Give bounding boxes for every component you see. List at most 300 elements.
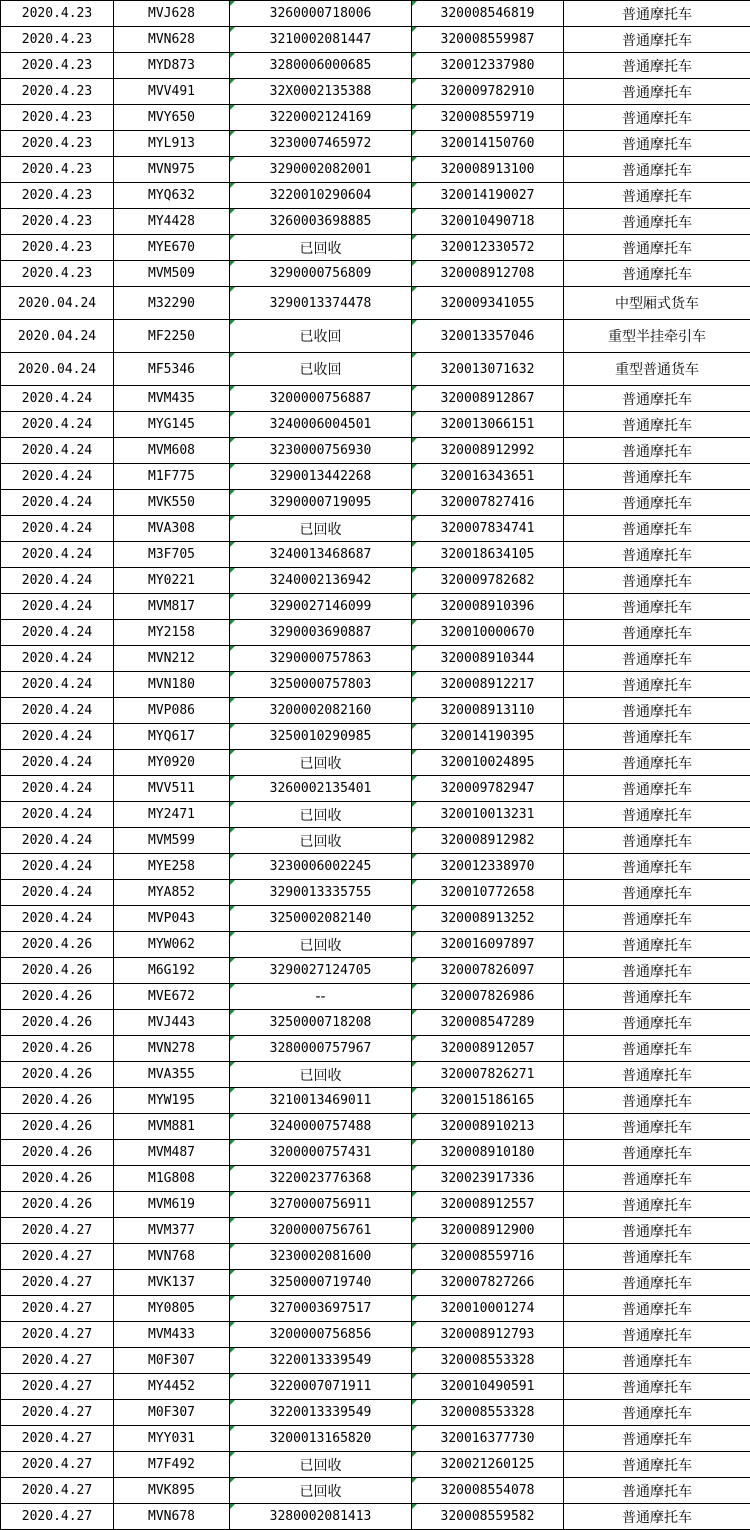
vehicle-type-cell: 普通摩托车 <box>564 1374 750 1400</box>
vehicle-type-cell: 普通摩托车 <box>564 1 750 27</box>
certificate-number-cell: 320009341055 <box>412 287 564 320</box>
certificate-number-cell: 320010000670 <box>412 620 564 646</box>
date-cell: 2020.4.24 <box>1 438 114 464</box>
document-number-cell: 3250002082140 <box>230 906 412 932</box>
document-number-cell: 已回收 <box>230 802 412 828</box>
certificate-number-cell: 320018634105 <box>412 542 564 568</box>
plate-cell: M32290 <box>114 287 230 320</box>
certificate-number-cell: 320009782947 <box>412 776 564 802</box>
vehicle-type-cell: 普通摩托车 <box>564 1140 750 1166</box>
vehicle-type-cell: 普通摩托车 <box>564 984 750 1010</box>
date-cell: 2020.4.26 <box>1 1088 114 1114</box>
date-cell: 2020.04.24 <box>1 287 114 320</box>
table-row <box>1 1088 750 1114</box>
plate-cell: MY0805 <box>114 1296 230 1322</box>
plate-cell: M7F492 <box>114 1452 230 1478</box>
vehicle-type-cell: 普通摩托车 <box>564 464 750 490</box>
vehicle-type-cell: 普通摩托车 <box>564 490 750 516</box>
certificate-number-cell: 320007826986 <box>412 984 564 1010</box>
certificate-number-cell: 320008910344 <box>412 646 564 672</box>
table-row <box>1 464 750 490</box>
table-row <box>1 724 750 750</box>
certificate-number-cell: 320008910396 <box>412 594 564 620</box>
certificate-number-cell: 320010024895 <box>412 750 564 776</box>
table-row <box>1 1244 750 1270</box>
date-cell: 2020.4.24 <box>1 542 114 568</box>
plate-cell: MYW062 <box>114 932 230 958</box>
vehicle-type-cell: 普通摩托车 <box>564 516 750 542</box>
table-row <box>1 984 750 1010</box>
certificate-number-cell: 320008547289 <box>412 1010 564 1036</box>
plate-cell: MVM435 <box>114 386 230 412</box>
table-row <box>1 1374 750 1400</box>
date-cell: 2020.4.23 <box>1 105 114 131</box>
vehicle-type-cell: 普通摩托车 <box>564 750 750 776</box>
document-number-cell: 3200000756761 <box>230 1218 412 1244</box>
document-number-cell: 3240013468687 <box>230 542 412 568</box>
document-number-cell: 3290002082001 <box>230 157 412 183</box>
document-number-cell: 已回收 <box>230 932 412 958</box>
document-number-cell: 3290000719095 <box>230 490 412 516</box>
date-cell: 2020.4.27 <box>1 1400 114 1426</box>
plate-cell: MVP043 <box>114 906 230 932</box>
certificate-number-cell: 320010001274 <box>412 1296 564 1322</box>
document-number-cell: 3270000756911 <box>230 1192 412 1218</box>
date-cell: 2020.4.27 <box>1 1478 114 1504</box>
date-cell: 2020.4.26 <box>1 1166 114 1192</box>
plate-cell: MVN278 <box>114 1036 230 1062</box>
vehicle-type-cell: 普通摩托车 <box>564 209 750 235</box>
date-cell: 2020.4.27 <box>1 1504 114 1530</box>
document-number-cell: 3250010290985 <box>230 724 412 750</box>
document-number-cell: 已收回 <box>230 320 412 353</box>
document-number-cell: 3200000757431 <box>230 1140 412 1166</box>
plate-cell: MVE672 <box>114 984 230 1010</box>
plate-cell: MY4428 <box>114 209 230 235</box>
date-cell: 2020.04.24 <box>1 353 114 386</box>
vehicle-type-cell: 中型厢式货车 <box>564 287 750 320</box>
date-cell: 2020.4.26 <box>1 1140 114 1166</box>
date-cell: 2020.4.24 <box>1 490 114 516</box>
document-number-cell: 3290027124705 <box>230 958 412 984</box>
table-row <box>1 386 750 412</box>
date-cell: 2020.4.24 <box>1 750 114 776</box>
table-row <box>1 1400 750 1426</box>
date-cell: 2020.4.23 <box>1 53 114 79</box>
date-cell: 2020.4.24 <box>1 802 114 828</box>
vehicle-type-cell: 普通摩托车 <box>564 131 750 157</box>
date-cell: 2020.4.24 <box>1 516 114 542</box>
certificate-number-cell: 320009782910 <box>412 79 564 105</box>
table-row <box>1 157 750 183</box>
plate-cell: MY2158 <box>114 620 230 646</box>
date-cell: 2020.4.26 <box>1 1036 114 1062</box>
date-cell: 2020.4.23 <box>1 27 114 53</box>
date-cell: 2020.4.24 <box>1 828 114 854</box>
certificate-number-cell: 320008910180 <box>412 1140 564 1166</box>
plate-cell: MVA355 <box>114 1062 230 1088</box>
document-number-cell: 3290000756809 <box>230 261 412 287</box>
plate-cell: MYW195 <box>114 1088 230 1114</box>
document-number-cell: 3230007465972 <box>230 131 412 157</box>
document-number-cell: 已回收 <box>230 516 412 542</box>
plate-cell: MVV511 <box>114 776 230 802</box>
date-cell: 2020.4.23 <box>1 131 114 157</box>
vehicle-type-cell: 普通摩托车 <box>564 53 750 79</box>
date-cell: 2020.4.24 <box>1 880 114 906</box>
vehicle-type-cell: 普通摩托车 <box>564 438 750 464</box>
date-cell: 2020.4.23 <box>1 79 114 105</box>
certificate-number-cell: 320008913110 <box>412 698 564 724</box>
plate-cell: MY0920 <box>114 750 230 776</box>
certificate-number-cell: 320016097897 <box>412 932 564 958</box>
certificate-number-cell: 320012330572 <box>412 235 564 261</box>
table-row <box>1 802 750 828</box>
table-row <box>1 261 750 287</box>
vehicle-type-cell: 普通摩托车 <box>564 906 750 932</box>
plate-cell: MYQ632 <box>114 183 230 209</box>
document-number-cell: 已回收 <box>230 235 412 261</box>
certificate-number-cell: 320013071632 <box>412 353 564 386</box>
date-cell: 2020.4.24 <box>1 412 114 438</box>
document-number-cell: 3240002136942 <box>230 568 412 594</box>
plate-cell: MYE670 <box>114 235 230 261</box>
table-row <box>1 183 750 209</box>
date-cell: 2020.4.24 <box>1 568 114 594</box>
certificate-number-cell: 320007827266 <box>412 1270 564 1296</box>
vehicle-type-cell: 普通摩托车 <box>564 1010 750 1036</box>
certificate-number-cell: 320016343651 <box>412 464 564 490</box>
certificate-number-cell: 320008910213 <box>412 1114 564 1140</box>
certificate-number-cell: 320012337980 <box>412 53 564 79</box>
table-row <box>1 79 750 105</box>
certificate-number-cell: 320013066151 <box>412 412 564 438</box>
date-cell: 2020.4.27 <box>1 1374 114 1400</box>
table-row <box>1 594 750 620</box>
date-cell: 2020.4.27 <box>1 1426 114 1452</box>
plate-cell: MYD873 <box>114 53 230 79</box>
table-row <box>1 1140 750 1166</box>
document-number-cell: 3280002081413 <box>230 1504 412 1530</box>
date-cell: 2020.4.26 <box>1 984 114 1010</box>
table-row <box>1 131 750 157</box>
table-row <box>1 698 750 724</box>
document-number-cell: 3220010290604 <box>230 183 412 209</box>
document-number-cell: 3270003697517 <box>230 1296 412 1322</box>
document-number-cell: 3230000756930 <box>230 438 412 464</box>
certificate-number-cell: 320008912900 <box>412 1218 564 1244</box>
vehicle-type-cell: 普通摩托车 <box>564 79 750 105</box>
document-number-cell: 3260000718006 <box>230 1 412 27</box>
table-row <box>1 1218 750 1244</box>
certificate-number-cell: 320008912057 <box>412 1036 564 1062</box>
vehicle-type-cell: 普通摩托车 <box>564 594 750 620</box>
table-row <box>1 880 750 906</box>
vehicle-type-cell: 普通摩托车 <box>564 1270 750 1296</box>
vehicle-type-cell: 普通摩托车 <box>564 235 750 261</box>
certificate-number-cell: 320007826271 <box>412 1062 564 1088</box>
document-number-cell: 3220002124169 <box>230 105 412 131</box>
table-row <box>1 750 750 776</box>
certificate-number-cell: 320008913252 <box>412 906 564 932</box>
document-number-cell: 3250000718208 <box>230 1010 412 1036</box>
plate-cell: MVA308 <box>114 516 230 542</box>
date-cell: 2020.4.23 <box>1 183 114 209</box>
date-cell: 2020.4.27 <box>1 1296 114 1322</box>
table-row <box>1 1504 750 1530</box>
table-row <box>1 1296 750 1322</box>
table-row <box>1 646 750 672</box>
table-row <box>1 1166 750 1192</box>
date-cell: 2020.4.24 <box>1 386 114 412</box>
date-cell: 2020.4.26 <box>1 932 114 958</box>
table-row <box>1 353 750 386</box>
plate-cell: MYY031 <box>114 1426 230 1452</box>
date-cell: 2020.4.24 <box>1 724 114 750</box>
date-cell: 2020.4.27 <box>1 1218 114 1244</box>
plate-cell: MY0221 <box>114 568 230 594</box>
plate-cell: MVN768 <box>114 1244 230 1270</box>
plate-cell: MY2471 <box>114 802 230 828</box>
document-number-cell: 3260003698885 <box>230 209 412 235</box>
vehicle-type-cell: 普通摩托车 <box>564 1192 750 1218</box>
table-row <box>1 542 750 568</box>
certificate-number-cell: 320021260125 <box>412 1452 564 1478</box>
document-number-cell: 32X0002135388 <box>230 79 412 105</box>
vehicle-type-cell: 普通摩托车 <box>564 1322 750 1348</box>
certificate-number-cell: 320008553328 <box>412 1348 564 1374</box>
certificate-number-cell: 320008553328 <box>412 1400 564 1426</box>
document-number-cell: 已回收 <box>230 750 412 776</box>
plate-cell: MVM817 <box>114 594 230 620</box>
vehicle-type-cell: 重型普通货车 <box>564 353 750 386</box>
document-number-cell: -- <box>230 984 412 1010</box>
table-row <box>1 854 750 880</box>
table-row <box>1 1192 750 1218</box>
date-cell: 2020.4.26 <box>1 1192 114 1218</box>
vehicle-type-cell: 普通摩托车 <box>564 1088 750 1114</box>
plate-cell: MVK550 <box>114 490 230 516</box>
plate-cell: MVP086 <box>114 698 230 724</box>
date-cell: 2020.4.26 <box>1 1062 114 1088</box>
vehicle-type-cell: 普通摩托车 <box>564 1348 750 1374</box>
vehicle-type-cell: 普通摩托车 <box>564 672 750 698</box>
certificate-number-cell: 320008912793 <box>412 1322 564 1348</box>
table-body <box>1 1 750 1530</box>
date-cell: 2020.4.24 <box>1 672 114 698</box>
date-cell: 2020.4.23 <box>1 157 114 183</box>
vehicle-type-cell: 普通摩托车 <box>564 620 750 646</box>
vehicle-type-cell: 普通摩托车 <box>564 157 750 183</box>
table-row <box>1 1270 750 1296</box>
document-number-cell: 3280000757967 <box>230 1036 412 1062</box>
certificate-number-cell: 320007827416 <box>412 490 564 516</box>
date-cell: 2020.4.24 <box>1 646 114 672</box>
document-number-cell: 已回收 <box>230 828 412 854</box>
certificate-number-cell: 320008554078 <box>412 1478 564 1504</box>
certificate-number-cell: 320010490591 <box>412 1374 564 1400</box>
date-cell: 2020.4.24 <box>1 594 114 620</box>
table-row <box>1 1 750 27</box>
plate-cell: M0F307 <box>114 1348 230 1374</box>
vehicle-type-cell: 普通摩托车 <box>564 1244 750 1270</box>
certificate-number-cell: 320008912982 <box>412 828 564 854</box>
vehicle-type-cell: 普通摩托车 <box>564 1452 750 1478</box>
vehicle-type-cell: 普通摩托车 <box>564 1166 750 1192</box>
certificate-number-cell: 320008546819 <box>412 1 564 27</box>
certificate-number-cell: 320007834741 <box>412 516 564 542</box>
plate-cell: MVJ443 <box>114 1010 230 1036</box>
vehicle-type-cell: 普通摩托车 <box>564 698 750 724</box>
date-cell: 2020.4.24 <box>1 776 114 802</box>
vehicle-type-cell: 普通摩托车 <box>564 854 750 880</box>
date-cell: 2020.4.23 <box>1 209 114 235</box>
date-cell: 2020.4.27 <box>1 1322 114 1348</box>
plate-cell: M1G808 <box>114 1166 230 1192</box>
certificate-number-cell: 320010490718 <box>412 209 564 235</box>
vehicle-type-cell: 普通摩托车 <box>564 802 750 828</box>
table-row <box>1 958 750 984</box>
vehicle-type-cell: 普通摩托车 <box>564 1062 750 1088</box>
certificate-number-cell: 320007826097 <box>412 958 564 984</box>
vehicle-type-cell: 普通摩托车 <box>564 1400 750 1426</box>
document-number-cell: 3230006002245 <box>230 854 412 880</box>
certificate-number-cell: 320014190395 <box>412 724 564 750</box>
table-row <box>1 1478 750 1504</box>
certificate-number-cell: 320008913100 <box>412 157 564 183</box>
date-cell: 2020.4.23 <box>1 1 114 27</box>
certificate-number-cell: 320008912867 <box>412 386 564 412</box>
document-number-cell: 3250000757803 <box>230 672 412 698</box>
table-row <box>1 412 750 438</box>
plate-cell: M0F307 <box>114 1400 230 1426</box>
document-number-cell: 3220007071911 <box>230 1374 412 1400</box>
document-number-cell: 已回收 <box>230 1478 412 1504</box>
document-number-cell: 3220013339549 <box>230 1348 412 1374</box>
vehicle-type-cell: 普通摩托车 <box>564 646 750 672</box>
vehicle-type-cell: 普通摩托车 <box>564 1504 750 1530</box>
vehicle-type-cell: 普通摩托车 <box>564 386 750 412</box>
vehicle-type-cell: 普通摩托车 <box>564 27 750 53</box>
table-row <box>1 438 750 464</box>
table-row <box>1 672 750 698</box>
document-number-cell: 已回收 <box>230 1452 412 1478</box>
plate-cell: MVM619 <box>114 1192 230 1218</box>
date-cell: 2020.4.24 <box>1 464 114 490</box>
table-row <box>1 490 750 516</box>
document-number-cell: 3280006000685 <box>230 53 412 79</box>
document-number-cell: 3240006004501 <box>230 412 412 438</box>
certificate-number-cell: 320008559582 <box>412 1504 564 1530</box>
document-number-cell: 3200002082160 <box>230 698 412 724</box>
certificate-number-cell: 320008559719 <box>412 105 564 131</box>
plate-cell: MVN212 <box>114 646 230 672</box>
document-number-cell: 3200013165820 <box>230 1426 412 1452</box>
date-cell: 2020.4.24 <box>1 620 114 646</box>
plate-cell: MYG145 <box>114 412 230 438</box>
date-cell: 2020.4.24 <box>1 906 114 932</box>
vehicle-type-cell: 普通摩托车 <box>564 542 750 568</box>
document-number-cell: 3200000756856 <box>230 1322 412 1348</box>
table-row <box>1 1322 750 1348</box>
certificate-number-cell: 320016377730 <box>412 1426 564 1452</box>
certificate-number-cell: 320014190027 <box>412 183 564 209</box>
certificate-number-cell: 320012338970 <box>412 854 564 880</box>
certificate-number-cell: 320008912557 <box>412 1192 564 1218</box>
table-row <box>1 568 750 594</box>
plate-cell: MVN975 <box>114 157 230 183</box>
table-row <box>1 320 750 353</box>
plate-cell: MVM509 <box>114 261 230 287</box>
plate-cell: MVJ628 <box>114 1 230 27</box>
table-row <box>1 235 750 261</box>
certificate-number-cell: 320010013231 <box>412 802 564 828</box>
vehicle-type-cell: 普通摩托车 <box>564 261 750 287</box>
table-row <box>1 1452 750 1478</box>
table-row <box>1 1114 750 1140</box>
document-number-cell: 3290027146099 <box>230 594 412 620</box>
table-row <box>1 516 750 542</box>
document-number-cell: 3210002081447 <box>230 27 412 53</box>
certificate-number-cell: 320008912992 <box>412 438 564 464</box>
document-number-cell: 3290003690887 <box>230 620 412 646</box>
table-row <box>1 27 750 53</box>
plate-cell: MVM881 <box>114 1114 230 1140</box>
date-cell: 2020.4.26 <box>1 1010 114 1036</box>
certificate-number-cell: 320009782682 <box>412 568 564 594</box>
vehicle-type-cell: 普通摩托车 <box>564 183 750 209</box>
document-number-cell: 3240000757488 <box>230 1114 412 1140</box>
document-number-cell: 3290013442268 <box>230 464 412 490</box>
certificate-number-cell: 320014150760 <box>412 131 564 157</box>
plate-cell: MVN628 <box>114 27 230 53</box>
plate-cell: MVN678 <box>114 1504 230 1530</box>
plate-cell: MVY650 <box>114 105 230 131</box>
vehicle-type-cell: 普通摩托车 <box>564 568 750 594</box>
plate-cell: M1F775 <box>114 464 230 490</box>
date-cell: 2020.4.27 <box>1 1348 114 1374</box>
certificate-number-cell: 320008912708 <box>412 261 564 287</box>
table-row <box>1 105 750 131</box>
date-cell: 2020.4.27 <box>1 1452 114 1478</box>
table-row <box>1 620 750 646</box>
document-number-cell: 3290013335755 <box>230 880 412 906</box>
plate-cell: MVM608 <box>114 438 230 464</box>
plate-cell: MVN180 <box>114 672 230 698</box>
plate-cell: MF2250 <box>114 320 230 353</box>
vehicle-type-cell: 普通摩托车 <box>564 1114 750 1140</box>
document-number-cell: 3220013339549 <box>230 1400 412 1426</box>
vehicle-type-cell: 普通摩托车 <box>564 724 750 750</box>
vehicle-type-cell: 普通摩托车 <box>564 776 750 802</box>
table-row <box>1 1426 750 1452</box>
plate-cell: MVM433 <box>114 1322 230 1348</box>
plate-cell: MYA852 <box>114 880 230 906</box>
date-cell: 2020.4.26 <box>1 958 114 984</box>
plate-cell: MF5346 <box>114 353 230 386</box>
table-row <box>1 53 750 79</box>
document-number-cell: 3200000756887 <box>230 386 412 412</box>
document-number-cell: 已收回 <box>230 353 412 386</box>
table-row <box>1 932 750 958</box>
vehicle-type-cell: 普通摩托车 <box>564 105 750 131</box>
plate-cell: MVK895 <box>114 1478 230 1504</box>
plate-cell: M3F705 <box>114 542 230 568</box>
plate-cell: MYE258 <box>114 854 230 880</box>
table-row <box>1 828 750 854</box>
document-number-cell: 3220023776368 <box>230 1166 412 1192</box>
table-row <box>1 1010 750 1036</box>
